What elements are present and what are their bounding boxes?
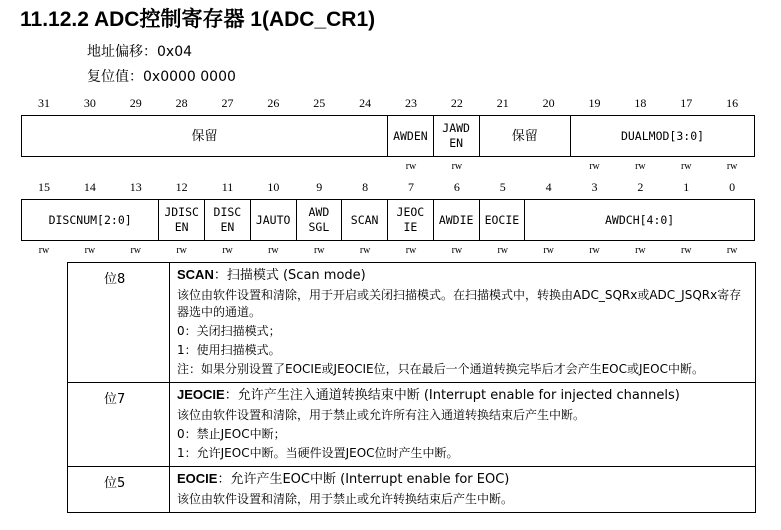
register-field: [388, 116, 434, 156]
lower-access-12: rw: [589, 245, 600, 256]
lower-bit-2: 13: [129, 180, 142, 194]
lower-access-0: rw: [38, 245, 50, 256]
lower-access-5: rw: [268, 245, 279, 256]
field-label: AWDIE: [438, 212, 474, 227]
field-label: JAUTO: [255, 212, 291, 227]
field-name: EOCIE: [177, 471, 218, 486]
field-title: ：允许产生EOC中断 (Interrupt enable for EOC): [217, 472, 510, 487]
lower-access-1: rw: [84, 245, 96, 256]
description-row: [68, 467, 756, 513]
upper-bit-4: 27: [221, 96, 234, 110]
lower-bit-7: 8: [362, 180, 369, 194]
description-row: [68, 263, 756, 383]
lower-access-13: rw: [635, 245, 646, 256]
field-label: DISC: [213, 205, 242, 219]
lower-bit-14: 1: [683, 180, 690, 194]
lower-bit-3: 12: [175, 180, 188, 194]
lower-access-3: rw: [176, 245, 187, 256]
section-title: 11.12.2 ADC控制寄存器 1(ADC_CR1): [20, 8, 376, 31]
lower-access-11: rw: [543, 245, 554, 256]
register-field: [434, 200, 480, 240]
field-label: 保留: [191, 128, 218, 144]
upper-access-15: rw: [726, 161, 738, 172]
register-field: [22, 116, 388, 156]
register-field: [525, 200, 754, 240]
register-field: [480, 200, 526, 240]
lower-access-15: rw: [726, 245, 738, 256]
upper-bit-12: 19: [588, 96, 601, 110]
register-field: [388, 200, 434, 240]
upper-bit-10: 21: [496, 96, 509, 110]
lower-access-9: rw: [451, 245, 463, 256]
description-line: 该位由软件设置和清除，用于开启或关闭扫描模式。在扫描模式中，转换由ADC_SQRx或ADC_JSQRx寄存器选中的通道。: [177, 288, 742, 319]
register-upper-half: [21, 115, 755, 157]
field-name: JEOCIE: [177, 387, 225, 402]
upper-bit-5: 26: [267, 96, 280, 110]
field-label: EN: [449, 136, 464, 150]
field-label: JEOC: [396, 205, 425, 219]
field-name: SCAN: [177, 267, 214, 282]
upper-bit-0: 31: [38, 96, 50, 110]
lower-bit-13: 2: [637, 180, 644, 194]
field-label: SGL: [308, 220, 330, 234]
register-field: [205, 200, 251, 240]
field-label: JDISC: [164, 205, 199, 219]
upper-bit-3: 28: [175, 96, 188, 110]
bit-position: 位8: [68, 263, 170, 382]
field-title: ：允许产生注入通道转换结束中断 (Interrupt enable for injected channels): [224, 388, 680, 403]
field-label: AWDEN: [393, 128, 428, 143]
field-label: 保留: [511, 128, 538, 144]
register-field: [22, 200, 159, 240]
register-field: [251, 200, 297, 240]
bit-description: [170, 467, 756, 512]
field-label: JAWD: [442, 121, 470, 135]
description-line: 该位由软件设置和清除，用于禁止或允许所有注入通道转换结束后产生中断。: [177, 408, 586, 422]
lower-bit-6: 9: [316, 180, 323, 194]
lower-bit-8: 7: [408, 180, 414, 194]
upper-bit-7: 24: [359, 96, 372, 110]
upper-bit-11: 20: [542, 96, 555, 110]
upper-bit-8: 23: [405, 96, 417, 110]
description-line: 1：使用扫描模式。: [177, 343, 281, 357]
field-label: EOCIE: [484, 212, 520, 227]
upper-access-8: rw: [405, 161, 417, 172]
upper-bit-2: 29: [129, 96, 142, 110]
description-line: 注：如果分别设置了EOCIE或JEOCIE位，只在最后一个通道转换完毕后才会产生EOC或JEOC中断。: [177, 362, 704, 376]
upper-bit-6: 25: [313, 96, 326, 110]
register-field: [297, 200, 343, 240]
register-field: [342, 200, 388, 240]
upper-access-13: rw: [635, 161, 646, 172]
field-label: AWDCH[4:0]: [605, 212, 675, 227]
lower-bit-11: 4: [545, 180, 552, 194]
field-heading: [177, 470, 749, 489]
description-row: [68, 383, 756, 467]
lower-bit-15: 0: [729, 180, 736, 194]
field-label: EN: [174, 220, 189, 234]
description-line: 1：允许JEOC中断。当硬件设置JEOC位时产生中断。: [177, 446, 459, 460]
upper-bit-13: 18: [634, 96, 647, 110]
upper-access-9: rw: [451, 161, 463, 172]
field-label: EN: [220, 220, 235, 234]
lower-access-10: rw: [497, 245, 509, 256]
reset-value: 复位值：0x0000 0000: [87, 69, 236, 85]
lower-bit-4: 11: [221, 180, 234, 194]
bit-position: 位5: [68, 467, 170, 512]
register-field: [480, 116, 572, 156]
register-field: [434, 116, 480, 156]
lower-access-4: rw: [222, 245, 233, 256]
upper-bit-14: 17: [680, 96, 693, 110]
upper-bit-15: 16: [726, 96, 739, 110]
lower-bit-10: 5: [499, 180, 506, 194]
field-label: IE: [403, 220, 418, 234]
field-label: DISCNUM[2:0]: [48, 212, 132, 227]
lower-bit-5: 10: [267, 180, 280, 194]
description-line: 0：禁止JEOC中断；: [177, 427, 286, 441]
register-field: [159, 200, 205, 240]
field-label: SCAN: [350, 212, 379, 227]
bit-position: 位7: [68, 383, 170, 466]
register-field: [571, 116, 754, 156]
upper-access-14: rw: [680, 161, 692, 172]
bit-description: [170, 263, 756, 382]
lower-access-8: rw: [405, 245, 417, 256]
lower-bit-9: 6: [453, 180, 460, 194]
field-label: AWD: [308, 205, 330, 219]
field-heading: [177, 386, 749, 405]
lower-access-14: rw: [680, 245, 692, 256]
upper-access-12: rw: [589, 161, 600, 172]
upper-bit-1: 30: [83, 96, 96, 110]
lower-bit-12: 3: [591, 180, 598, 194]
lower-access-6: rw: [313, 245, 325, 256]
upper-bit-9: 22: [450, 96, 463, 110]
lower-bit-1: 14: [83, 180, 96, 194]
lower-access-2: rw: [130, 245, 142, 256]
lower-bit-0: 15: [38, 180, 50, 194]
field-heading: [177, 266, 749, 285]
description-line: 该位由软件设置和清除，用于禁止或允许转换结束后产生中断。: [177, 492, 514, 506]
register-lower-half: [21, 199, 755, 241]
description-line: 0：关闭扫描模式；: [177, 324, 281, 338]
lower-access-7: rw: [359, 245, 371, 256]
bit-description-table: [67, 262, 756, 513]
field-label: DUALMOD[3:0]: [620, 128, 705, 143]
field-title: ：扫描模式 (Scan mode): [213, 268, 366, 283]
bit-description: [170, 383, 756, 466]
address-offset: 地址偏移：0x04: [87, 44, 193, 60]
